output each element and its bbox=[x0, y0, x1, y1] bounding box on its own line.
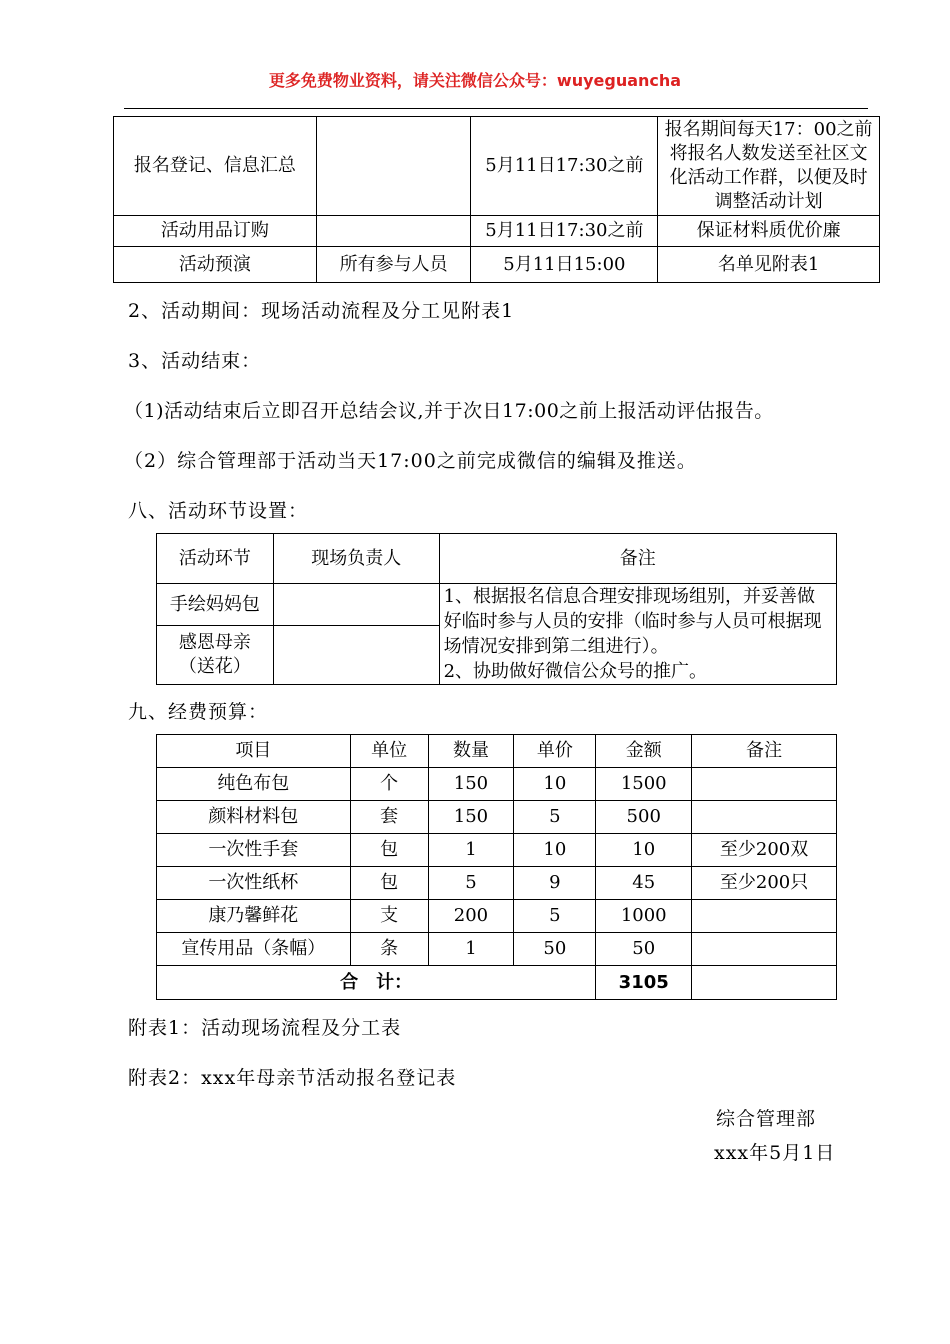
table-row bbox=[114, 117, 880, 216]
prep-note: 名单见附表1 bbox=[658, 247, 880, 283]
budget-header: 单位 bbox=[350, 735, 428, 768]
stage-name: 感恩母亲（送花） bbox=[157, 626, 274, 685]
prep-task: 活动预演 bbox=[114, 247, 317, 283]
budget-header: 单价 bbox=[514, 735, 596, 768]
budget-cell: 宣传用品（条幅） bbox=[157, 933, 351, 966]
table-row bbox=[157, 933, 837, 966]
table-row bbox=[157, 834, 837, 867]
stage-table bbox=[156, 533, 837, 685]
stage-leader bbox=[273, 584, 439, 626]
budget-cell: 5 bbox=[514, 801, 596, 834]
budget-cell: 10 bbox=[514, 768, 596, 801]
prep-task: 报名登记、信息汇总 bbox=[114, 117, 317, 216]
budget-cell: 50 bbox=[514, 933, 596, 966]
budget-cell bbox=[692, 801, 837, 834]
stage-note: 1、根据报名信息合理安排现场组别，并妥善做好临时参与人员的安排（临时参与人员可根据现场情况安排到第二组进行）。 2、协助做好微信公众号的推广。 bbox=[439, 584, 836, 685]
table-row bbox=[157, 801, 837, 834]
stage-leader bbox=[273, 626, 439, 685]
budget-cell: 10 bbox=[514, 834, 596, 867]
prep-note: 保证材料质优价廉 bbox=[658, 216, 880, 247]
budget-cell bbox=[692, 933, 837, 966]
budget-cell: 9 bbox=[514, 867, 596, 900]
paragraph-3-1: （1)活动结束后立即召开总结会议,并于次日17:00之前上报活动评估报告。 bbox=[124, 400, 774, 422]
budget-cell: 500 bbox=[596, 801, 692, 834]
budget-cell bbox=[692, 900, 837, 933]
table-row bbox=[114, 247, 880, 283]
prep-people bbox=[316, 216, 471, 247]
prep-people bbox=[316, 117, 471, 216]
budget-cell: 1 bbox=[428, 834, 514, 867]
budget-cell: 200 bbox=[428, 900, 514, 933]
budget-cell: 150 bbox=[428, 801, 514, 834]
budget-cell: 至少200只 bbox=[692, 867, 837, 900]
budget-cell: 支 bbox=[350, 900, 428, 933]
budget-total-label: 合 计： bbox=[157, 966, 596, 1000]
budget-cell: 5 bbox=[514, 900, 596, 933]
stage-name: 手绘妈妈包 bbox=[157, 584, 274, 626]
paragraph-3-2: （2）综合管理部于活动当天17:00之前完成微信的编辑及推送。 bbox=[124, 450, 697, 472]
table-row bbox=[157, 900, 837, 933]
signature-date: xxx年5月1日 bbox=[714, 1142, 836, 1164]
budget-cell: 1 bbox=[428, 933, 514, 966]
budget-header: 数量 bbox=[428, 735, 514, 768]
budget-cell: 50 bbox=[596, 933, 692, 966]
budget-cell: 1000 bbox=[596, 900, 692, 933]
prep-table bbox=[113, 116, 880, 283]
budget-cell: 纯色布包 bbox=[157, 768, 351, 801]
budget-cell: 颜料材料包 bbox=[157, 801, 351, 834]
stage-header-note: 备注 bbox=[439, 534, 836, 584]
prep-time: 5月11日17:30之前 bbox=[471, 117, 658, 216]
stage-header-leader: 现场负责人 bbox=[273, 534, 439, 584]
budget-cell: 至少200双 bbox=[692, 834, 837, 867]
prep-people: 所有参与人员 bbox=[316, 247, 471, 283]
table-row bbox=[157, 966, 837, 1000]
budget-cell: 1500 bbox=[596, 768, 692, 801]
budget-cell: 45 bbox=[596, 867, 692, 900]
budget-cell bbox=[692, 768, 837, 801]
budget-cell: 5 bbox=[428, 867, 514, 900]
table-row bbox=[157, 735, 837, 768]
prep-note: 报名期间每天17：00之前将报名人数发送至社区文化活动工作群，以便及时调整活动计划 bbox=[658, 117, 880, 216]
budget-cell: 套 bbox=[350, 801, 428, 834]
prep-time: 5月11日17:30之前 bbox=[471, 216, 658, 247]
paragraph-2: 2、活动期间：现场活动流程及分工见附表1 bbox=[128, 300, 515, 322]
section-8-heading: 八、活动环节设置： bbox=[128, 500, 309, 522]
prep-time: 5月11日15:00 bbox=[471, 247, 658, 283]
budget-table bbox=[156, 734, 837, 1000]
header-rule bbox=[124, 108, 868, 109]
header-banner: 更多免费物业资料，请关注微信公众号：wuyeguancha bbox=[268, 71, 682, 90]
budget-header: 金额 bbox=[596, 735, 692, 768]
budget-cell: 包 bbox=[350, 867, 428, 900]
table-row bbox=[157, 867, 837, 900]
budget-cell: 150 bbox=[428, 768, 514, 801]
budget-cell: 包 bbox=[350, 834, 428, 867]
budget-header: 备注 bbox=[692, 735, 837, 768]
signature-department: 综合管理部 bbox=[716, 1108, 817, 1130]
attachment-1: 附表1：活动现场流程及分工表 bbox=[128, 1017, 402, 1039]
budget-cell: 康乃馨鲜花 bbox=[157, 900, 351, 933]
attachment-2: 附表2：xxx年母亲节活动报名登记表 bbox=[128, 1067, 457, 1089]
paragraph-3: 3、活动结束： bbox=[128, 350, 262, 372]
budget-total-value: 3105 bbox=[596, 966, 692, 1000]
stage-header-stage: 活动环节 bbox=[157, 534, 274, 584]
budget-cell: 条 bbox=[350, 933, 428, 966]
budget-cell: 一次性纸杯 bbox=[157, 867, 351, 900]
section-9-heading: 九、经费预算： bbox=[128, 701, 269, 723]
prep-task: 活动用品订购 bbox=[114, 216, 317, 247]
budget-header: 项目 bbox=[157, 735, 351, 768]
table-row bbox=[114, 216, 880, 247]
table-row bbox=[157, 534, 837, 584]
budget-cell: 个 bbox=[350, 768, 428, 801]
budget-cell: 10 bbox=[596, 834, 692, 867]
budget-total-note bbox=[692, 966, 837, 1000]
table-row bbox=[157, 768, 837, 801]
budget-cell: 一次性手套 bbox=[157, 834, 351, 867]
table-row bbox=[157, 584, 837, 626]
